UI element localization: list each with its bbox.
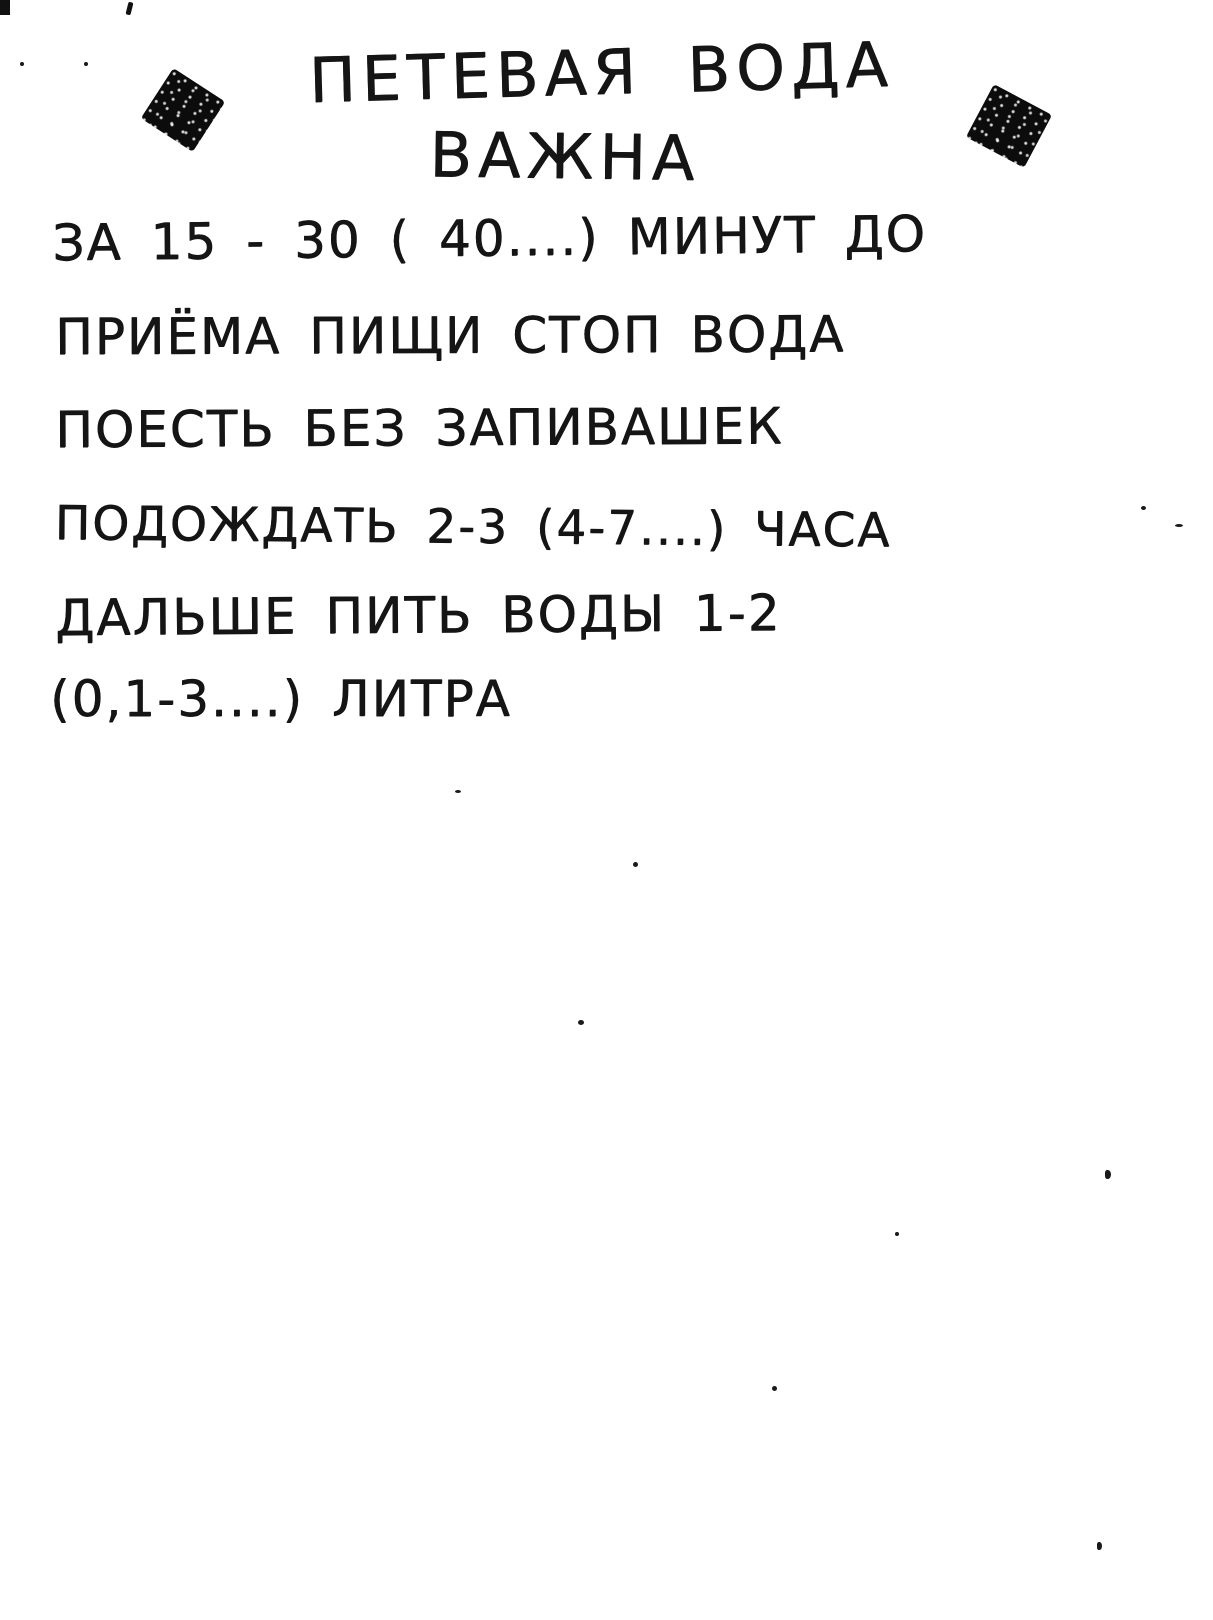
- ink-speck: [1097, 1542, 1102, 1550]
- ink-speck: [772, 1386, 777, 1391]
- ink-speck: [84, 62, 88, 66]
- diamond-doodle-left-icon: [141, 68, 226, 152]
- ink-speck: [1105, 1170, 1111, 1179]
- note-body-line-3: ПОЕСТЬ БЕЗ ЗАПИВАШЕК: [55, 397, 784, 459]
- scan-corner-artifact: [0, 0, 10, 15]
- note-body-line-1: ЗА 15 - 30 ( 40....) МИНУТ ДО: [52, 204, 928, 272]
- ink-speck: [20, 62, 24, 66]
- note-body-line-4: ПОДОЖДАТЬ 2-3 (4-7....) ЧАСА: [54, 496, 892, 559]
- note-body-line-5: ДАЛЬШЕ ПИТЬ ВОДЫ 1-2: [55, 583, 782, 647]
- ink-speck: [633, 862, 638, 867]
- note-body-line-6: (0,1-3....) ЛИТРА: [50, 670, 512, 728]
- ink-speck: [895, 1232, 899, 1236]
- note-title-line-1: ПЕТЕВАЯ ВОДА: [308, 27, 895, 117]
- note-title-line-2: ВАЖНА: [428, 118, 701, 195]
- note-body-line-2: ПРИЁМА ПИЩИ СТОП ВОДА: [55, 305, 846, 366]
- ink-speck: [1141, 506, 1146, 510]
- diamond-doodle-right-icon: [966, 84, 1052, 168]
- ink-speck: [1175, 524, 1183, 527]
- ink-speck: [578, 1020, 584, 1025]
- pen-tick-mark: [126, 2, 134, 16]
- ink-speck: [455, 790, 461, 793]
